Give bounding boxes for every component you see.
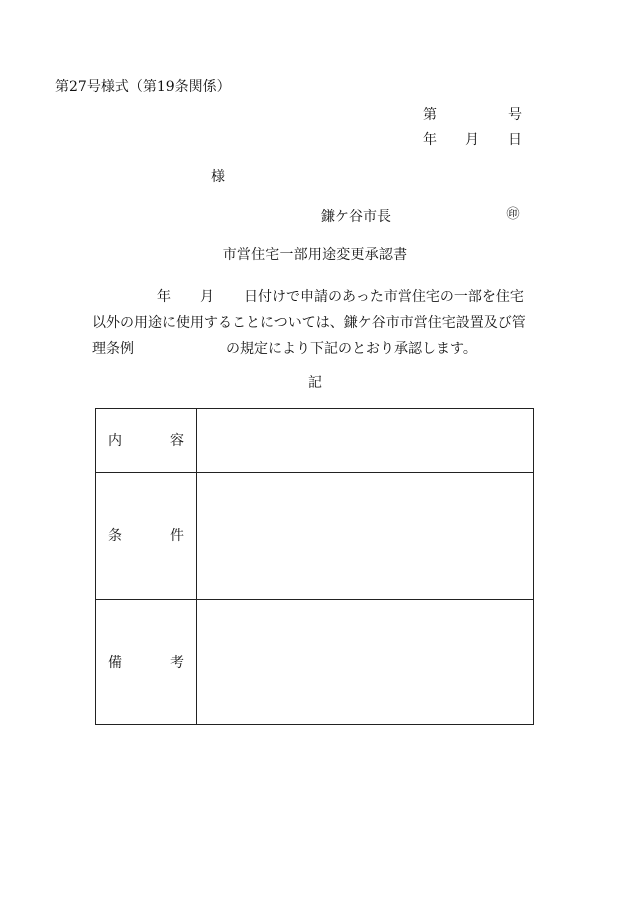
body-text-line2: 以外の用途に使用することについては、鎌ケ谷市市営住宅設置及び管: [92, 315, 526, 331]
label-cell: [96, 600, 197, 725]
document-number-prefix: 第: [423, 107, 437, 123]
addressee-honorific: 様: [211, 169, 225, 185]
label-char: 備: [108, 654, 122, 671]
document-title: 市営住宅一部用途変更承認書: [222, 247, 408, 263]
date-day-label: 日: [508, 132, 522, 148]
content-value-field[interactable]: [197, 409, 533, 472]
date-month-label: 月: [465, 132, 479, 148]
label-cell: [96, 409, 197, 472]
approval-details-table: [95, 408, 534, 725]
seal-icon: ㊞: [506, 207, 520, 222]
body-year-label: 年: [157, 289, 171, 305]
body-text-line3-start: 理条例: [92, 341, 134, 357]
date-year-label: 年: [423, 132, 437, 148]
body-month-label: 月: [200, 289, 214, 305]
body-text-line3-end: の規定により下記のとおり承認します。: [226, 341, 477, 357]
label-char: 容: [170, 432, 184, 449]
record-heading: 記: [308, 375, 322, 391]
form-number: 第27号様式（第19条関係）: [55, 79, 231, 95]
table-row-remarks: [96, 599, 533, 725]
table-row-conditions: [96, 472, 533, 599]
document-number-suffix: 号: [508, 107, 522, 123]
label-char: 条: [108, 528, 122, 544]
body-text-line1: 日付けで申請のあった市営住宅の一部を住宅: [244, 289, 524, 305]
label-char: 考: [170, 654, 184, 671]
remarks-value-field[interactable]: [197, 600, 533, 725]
issuer-name: 鎌ケ谷市長: [321, 209, 391, 225]
label-cell: [96, 473, 197, 599]
label-char: 件: [170, 528, 184, 544]
table-row-content: [96, 409, 533, 472]
label-char: 内: [108, 432, 122, 449]
conditions-value-field[interactable]: [197, 473, 533, 599]
